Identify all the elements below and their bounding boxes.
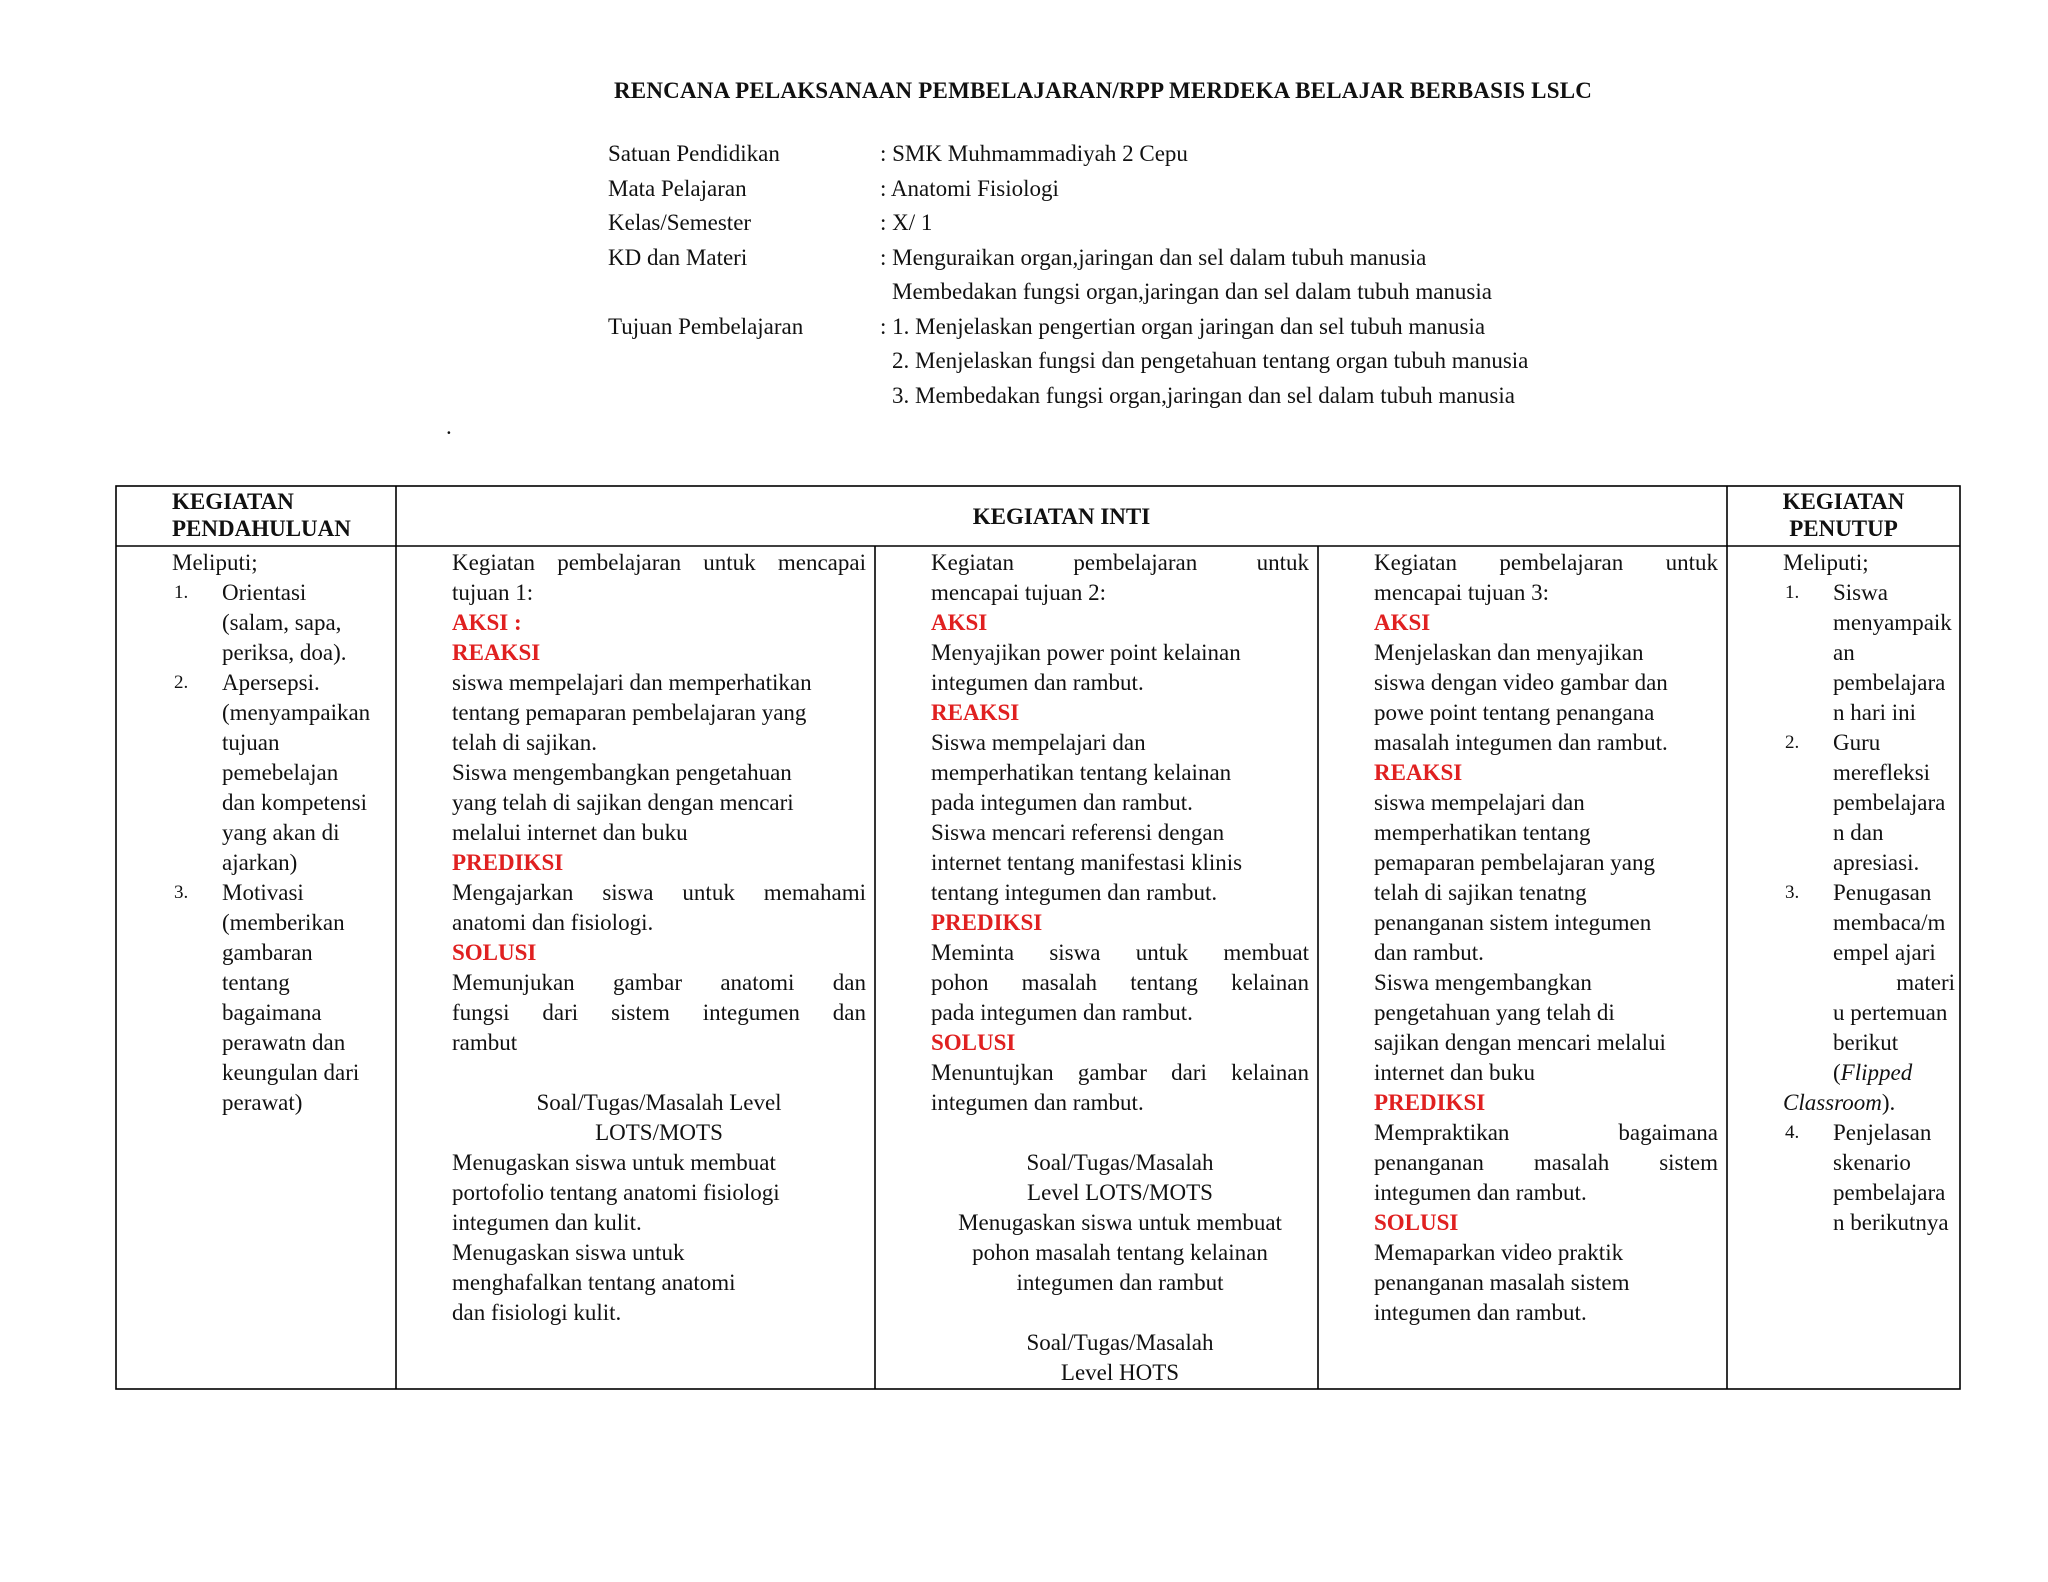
aksi-label: AKSI : (452, 610, 522, 635)
meta-line: : Menguraikan organ,jaringan dan sel dalam tubuh manusia (880, 244, 1427, 270)
list-text (222, 578, 392, 668)
line: pohon masalah tentang kelainan (931, 970, 1309, 995)
header-line: KEGIATAN (172, 489, 294, 514)
line: powe point tentang penangana (1374, 700, 1655, 725)
meta-satuan (608, 137, 1528, 172)
meta-kd (608, 241, 1528, 310)
line: pada integumen dan rambut. (931, 1000, 1193, 1025)
list-text (1833, 728, 1955, 878)
soal-heading: Level LOTS/MOTS (1027, 1180, 1213, 1205)
line: tujuan 1: (452, 580, 534, 605)
paren: ( (1833, 1060, 1841, 1085)
line: Mempraktikan bagaimana (1374, 1120, 1718, 1145)
line: masalah integumen dan rambut. (1374, 730, 1668, 755)
meta-label: Tujuan Pembelajaran (608, 313, 804, 339)
line: gambaran (222, 940, 313, 965)
list-number: 3. (1785, 882, 1800, 903)
line: dan fisiologi kulit. (452, 1300, 622, 1325)
aksi-label: AKSI (1374, 610, 1431, 635)
line: integumen dan kulit. (452, 1210, 642, 1235)
line: pembelajara (1833, 790, 1946, 815)
reaksi-label: REAKSI (452, 640, 541, 665)
meta-label: Mata Pelajaran (608, 175, 747, 201)
line: Mengajarkan siswa untuk memahami (452, 880, 866, 905)
list-number: 2. (174, 672, 189, 693)
flipped-text: Flipped (1840, 1060, 1913, 1085)
header-penutup (1727, 488, 1960, 542)
line: u pertemuan (1833, 1000, 1948, 1025)
penutup-list (1783, 578, 1955, 1088)
line: Menuntujkan gambar dari kelainan (931, 1060, 1309, 1085)
line: (menyampaikan (222, 700, 371, 725)
line: Guru (1833, 730, 1881, 755)
line: integumen dan rambut. (1374, 1300, 1587, 1325)
line: penanganan sistem integumen (1374, 910, 1652, 935)
line: pembelajara (1833, 1180, 1946, 1205)
list-number: 3. (174, 882, 189, 903)
line: Menugaskan siswa untuk membuat (958, 1210, 1282, 1235)
line: siswa mempelajari dan (1374, 790, 1585, 815)
line: tentang integumen dan rambut. (931, 880, 1218, 905)
line: internet dan buku (1374, 1060, 1535, 1085)
reaksi-label: REAKSI (931, 700, 1020, 725)
line: melalui internet dan buku (452, 820, 688, 845)
paren: ). (1881, 1090, 1896, 1115)
line: (memberikan (222, 910, 345, 935)
line: (salam, sapa, (222, 610, 342, 635)
line: Menjelaskan dan menyajikan (1374, 640, 1644, 665)
list-item (172, 668, 392, 878)
document-meta (608, 137, 1528, 413)
reaksi-label: REAKSI (1374, 760, 1463, 785)
line: bagaimana (222, 1000, 322, 1025)
line: Menugaskan siswa untuk membuat (452, 1150, 776, 1175)
line: rambut (452, 1030, 518, 1055)
line: pada integumen dan rambut. (931, 790, 1193, 815)
line: Kegiatan pembelajaran untuk (931, 550, 1309, 575)
list-number: 2. (1785, 732, 1800, 753)
soal-heading: Level HOTS (1060, 1360, 1180, 1385)
meta-line: 2. Menjelaskan fungsi dan pengetahuan tentang organ tubuh manusia (892, 348, 1529, 373)
list-text (1833, 1118, 1955, 1238)
line: tentang (222, 970, 290, 995)
line: Memaparkan video praktik (1374, 1240, 1624, 1265)
line: Menugaskan siswa untuk (452, 1240, 685, 1265)
line: perawatn dan (222, 1030, 346, 1055)
line (1833, 1058, 1955, 1088)
pendahuluan-list (172, 578, 392, 1118)
meta-label: Kelas/Semester (608, 210, 752, 235)
line: sajikan dengan mencari melalui (1374, 1030, 1666, 1055)
soal-heading: Soal/Tugas/Masalah Level (536, 1090, 782, 1115)
penutup-list-cont (1783, 1118, 1955, 1238)
line: portofolio tentang anatomi fisiologi (452, 1180, 780, 1205)
meta-line: 3. Membedakan fungsi organ,jaringan dan sel dalam tubuh manusia (892, 382, 1515, 408)
list-number: 1. (1785, 582, 1800, 603)
solusi-label: SOLUSI (452, 940, 537, 965)
line: integumen dan rambut. (931, 1090, 1144, 1115)
meta-value (880, 241, 1492, 310)
line: Memunjukan gambar anatomi dan (452, 970, 866, 995)
line: Siswa mencari referensi dengan (931, 820, 1225, 845)
meta-mapel (608, 172, 1528, 207)
inti-tujuan-1-cell (452, 548, 866, 1328)
line: pembelajara (1833, 670, 1946, 695)
list-item (172, 578, 392, 668)
line: n berikutnya (1833, 1210, 1949, 1235)
line: Penugasan (1833, 880, 1932, 905)
line: menyampaik (1833, 610, 1952, 635)
line: Siswa (1833, 580, 1888, 605)
list-text (222, 878, 392, 1118)
line: merefleksi (1833, 760, 1931, 785)
line: memperhatikan tentang kelainan (931, 760, 1232, 785)
header-pendahuluan (172, 488, 351, 542)
list-text (1833, 878, 1955, 1088)
list-item (1783, 1118, 1955, 1238)
meta-value: : Anatomi Fisiologi (880, 175, 1059, 201)
line: anatomi dan fisiologi. (452, 910, 654, 935)
list-item (1783, 728, 1955, 878)
meta-value (880, 310, 1528, 414)
soal-heading: Soal/Tugas/Masalah (1026, 1330, 1214, 1355)
header-line: PENUTUP (1789, 516, 1898, 541)
inti-tujuan-3-cell (1374, 548, 1718, 1328)
line: pemaparan pembelajaran yang (1374, 850, 1655, 875)
line: berikut (1833, 1030, 1899, 1055)
document-title: RENCANA PELAKSANAAN PEMBELAJARAN/RPP MERDEKA BELAJAR BERBASIS LSLC (614, 78, 1593, 103)
aksi-label: AKSI (931, 610, 988, 635)
line: Orientasi (222, 580, 307, 605)
header-line: KEGIATAN (1782, 489, 1905, 514)
classroom-text: Classroom (1783, 1090, 1882, 1115)
line: Kegiatan pembelajaran untuk (1374, 550, 1718, 575)
solusi-label: SOLUSI (931, 1030, 1016, 1055)
line: siswa dengan video gambar dan (1374, 670, 1668, 695)
line: telah di sajikan tenatng (1374, 880, 1587, 905)
line: dan kompetensi (222, 790, 367, 815)
prediksi-label: PREDIKSI (1374, 1090, 1486, 1115)
line: pohon masalah tentang kelainan (972, 1240, 1268, 1265)
line: integumen dan rambut (1016, 1270, 1224, 1295)
line: yang akan di (222, 820, 340, 845)
list-text (1833, 578, 1955, 728)
list-number: 4. (1785, 1122, 1800, 1143)
line: mencapai tujuan 3: (1374, 580, 1549, 605)
line: n hari ini (1833, 700, 1917, 725)
line: Kegiatan pembelajaran untuk mencapai (452, 550, 866, 575)
inti-tujuan-2-cell (931, 548, 1309, 1388)
prediksi-label: PREDIKSI (452, 850, 564, 875)
line: internet tentang manifestasi klinis (931, 850, 1243, 875)
list-text (222, 668, 392, 878)
line: skenario (1833, 1150, 1911, 1175)
meta-value: : X/ 1 (880, 210, 933, 235)
line: Menyajikan power point kelainan (931, 640, 1241, 665)
line: materi (1896, 970, 1955, 995)
line: Siswa mengembangkan pengetahuan (452, 760, 792, 785)
list-item (172, 878, 392, 1118)
list-item (1783, 878, 1955, 1088)
header-inti: KEGIATAN INTI (972, 504, 1151, 529)
spacer (931, 1298, 1309, 1328)
prediksi-label: PREDIKSI (931, 910, 1043, 935)
line: penanganan masalah sistem (1374, 1270, 1630, 1295)
line: membaca/m (1833, 910, 1946, 935)
line: empel ajari (1833, 940, 1936, 965)
line: Penjelasan (1833, 1120, 1932, 1145)
list-item (1783, 578, 1955, 728)
line: periksa, doa). (222, 640, 347, 665)
line: ajarkan) (222, 850, 298, 875)
spacer (931, 1118, 1309, 1148)
line: fungsi dari sistem integumen dan (452, 1000, 866, 1025)
stray-dot: . (446, 414, 452, 439)
line: Apersepsi. (222, 670, 320, 695)
line: Meminta siswa untuk membuat (931, 940, 1309, 965)
line: yang telah di sajikan dengan mencari (452, 790, 794, 815)
line: tujuan (222, 730, 280, 755)
line: Motivasi (222, 880, 304, 905)
line: integumen dan rambut. (1374, 1180, 1587, 1205)
penutup-cell (1783, 548, 1955, 1238)
line: penanganan masalah sistem (1374, 1150, 1718, 1175)
line: telah di sajikan. (452, 730, 597, 755)
line: keungulan dari (222, 1060, 360, 1085)
line: dan rambut. (1374, 940, 1484, 965)
spacer (452, 1058, 866, 1088)
line: pengetahuan yang telah di (1374, 1000, 1615, 1025)
soal-heading: LOTS/MOTS (595, 1120, 723, 1145)
line (1783, 1088, 1955, 1118)
line: siswa mempelajari dan memperhatikan (452, 670, 812, 695)
soal-heading: Soal/Tugas/Masalah (1026, 1150, 1214, 1175)
meta-tujuan (608, 310, 1528, 414)
cell-intro: Meliputi; (172, 550, 258, 575)
line: memperhatikan tentang (1374, 820, 1591, 845)
header-line: PENDAHULUAN (172, 516, 351, 541)
meta-line: : 1. Menjelaskan pengertian organ jaringan dan sel tubuh manusia (880, 313, 1486, 339)
line: an (1833, 640, 1855, 665)
line: Siswa mempelajari dan (931, 730, 1146, 755)
meta-label: Satuan Pendidikan (608, 141, 780, 166)
line: pemebelajan (222, 760, 339, 785)
line: perawat) (222, 1090, 303, 1115)
line: integumen dan rambut. (931, 670, 1144, 695)
line: mencapai tujuan 2: (931, 580, 1106, 605)
pendahuluan-cell (172, 548, 392, 1118)
line: tentang pemaparan pembelajaran yang (452, 700, 807, 725)
meta-line: Membedakan fungsi organ,jaringan dan sel dalam tubuh manusia (892, 279, 1492, 304)
line: apresiasi. (1833, 850, 1920, 875)
line: menghafalkan tentang anatomi (452, 1270, 736, 1295)
meta-value: : SMK Muhmammadiyah 2 Cepu (880, 141, 1188, 166)
cell-intro: Meliputi; (1783, 550, 1869, 575)
meta-kelas (608, 206, 1528, 241)
list-number: 1. (174, 582, 189, 603)
meta-label: KD dan Materi (608, 244, 748, 270)
line: Siswa mengembangkan (1374, 970, 1592, 995)
solusi-label: SOLUSI (1374, 1210, 1459, 1235)
line: n dan (1833, 820, 1884, 845)
